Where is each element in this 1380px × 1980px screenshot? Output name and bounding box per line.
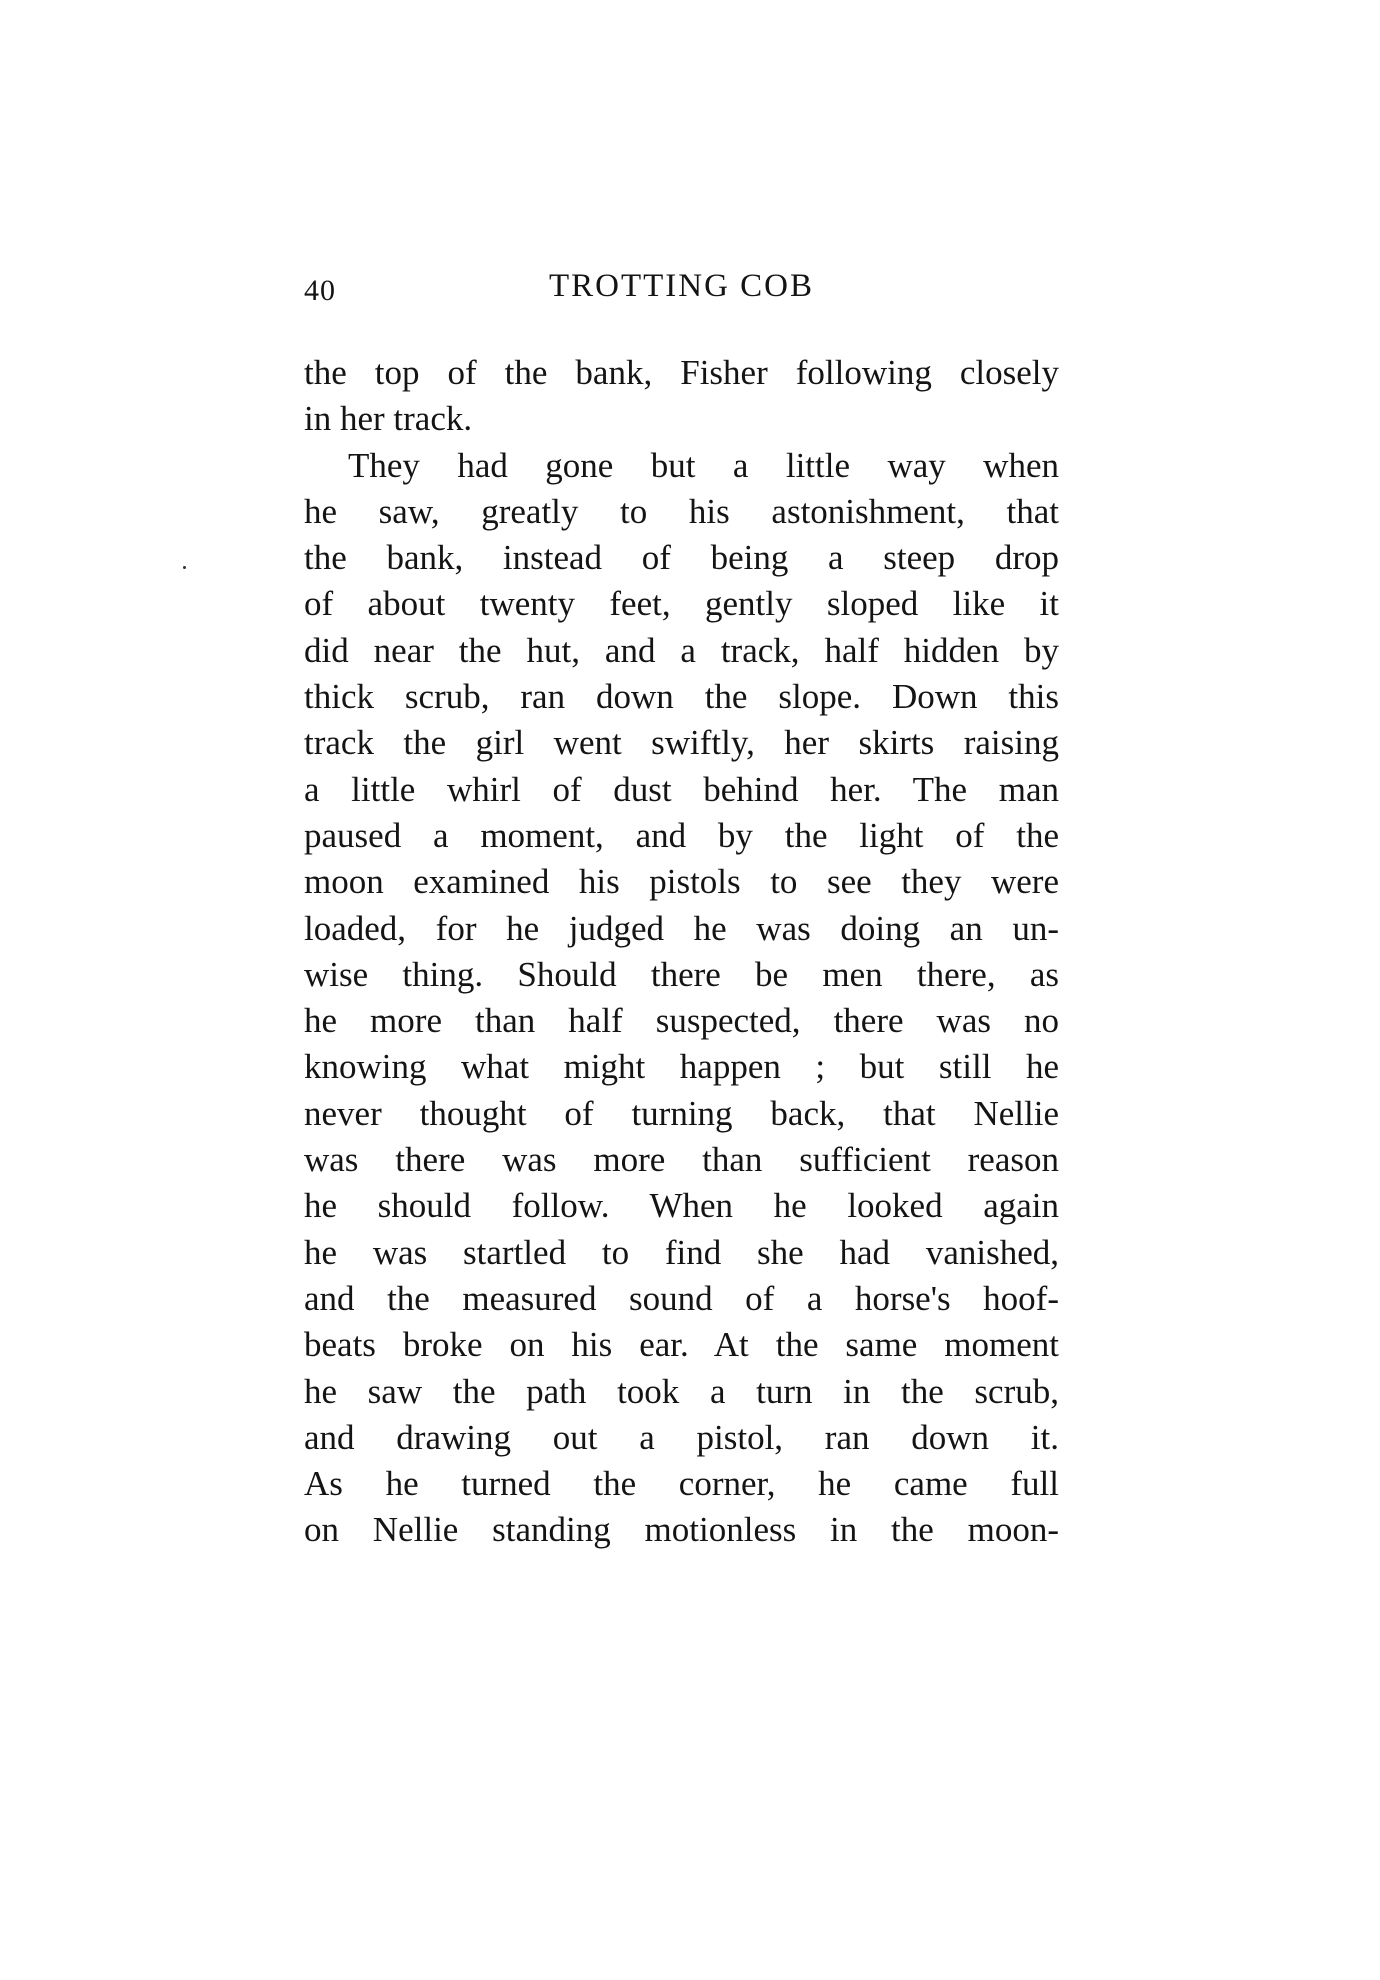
text-line: on Nellie standing motionless in the moon-: [304, 1510, 1059, 1550]
text-line: and the measured sound of a horse's hoof-: [304, 1278, 1059, 1318]
running-head: [304, 268, 1059, 320]
text-line: he was startled to find she had vanished,: [304, 1232, 1059, 1272]
text-line: was there was more than sufficient reason: [304, 1140, 1059, 1180]
text-line: thick scrub, ran down the slope. Down this: [304, 677, 1059, 717]
text-line: he saw the path took a turn in the scrub,: [304, 1371, 1059, 1411]
text-line: beats broke on his ear. At the same moment: [304, 1325, 1059, 1365]
text-line: They had gone but a little way when: [348, 445, 1059, 485]
text-line: As he turned the corner, he came full: [304, 1464, 1059, 1504]
page-number: 40: [304, 274, 336, 307]
text-line: knowing what might happen ; but still he: [304, 1047, 1059, 1087]
text-line: moon examined his pistols to see they were: [304, 862, 1059, 902]
body-text: [304, 350, 1059, 1554]
running-head-title: TROTTING COB: [548, 268, 815, 304]
text-line: loaded, for he judged he was doing an un-: [304, 908, 1059, 948]
text-line: never thought of turning back, that Nellie: [304, 1093, 1059, 1133]
stray-ink-mark: [183, 566, 186, 569]
text-line: he should follow. When he looked again: [304, 1186, 1059, 1226]
text-line: and drawing out a pistol, ran down it.: [304, 1417, 1059, 1457]
text-line: of about twenty feet, gently sloped like it: [304, 584, 1059, 624]
text-line: the bank, instead of being a steep drop: [304, 538, 1059, 578]
text-line: the top of the bank, Fisher following closely: [304, 353, 1059, 392]
text-line: did near the hut, and a track, half hidden by: [304, 630, 1059, 670]
text-line: in her track.: [304, 399, 473, 439]
text-line: he saw, greatly to his astonishment, that: [304, 491, 1059, 531]
text-line: wise thing. Should there be men there, as: [304, 954, 1059, 994]
text-line: track the girl went swiftly, her skirts raising: [304, 723, 1059, 763]
text-line: he more than half suspected, there was no: [304, 1001, 1059, 1041]
text-line: a little whirl of dust behind her. The man: [304, 769, 1059, 809]
text-line: paused a moment, and by the light of the: [304, 815, 1059, 855]
